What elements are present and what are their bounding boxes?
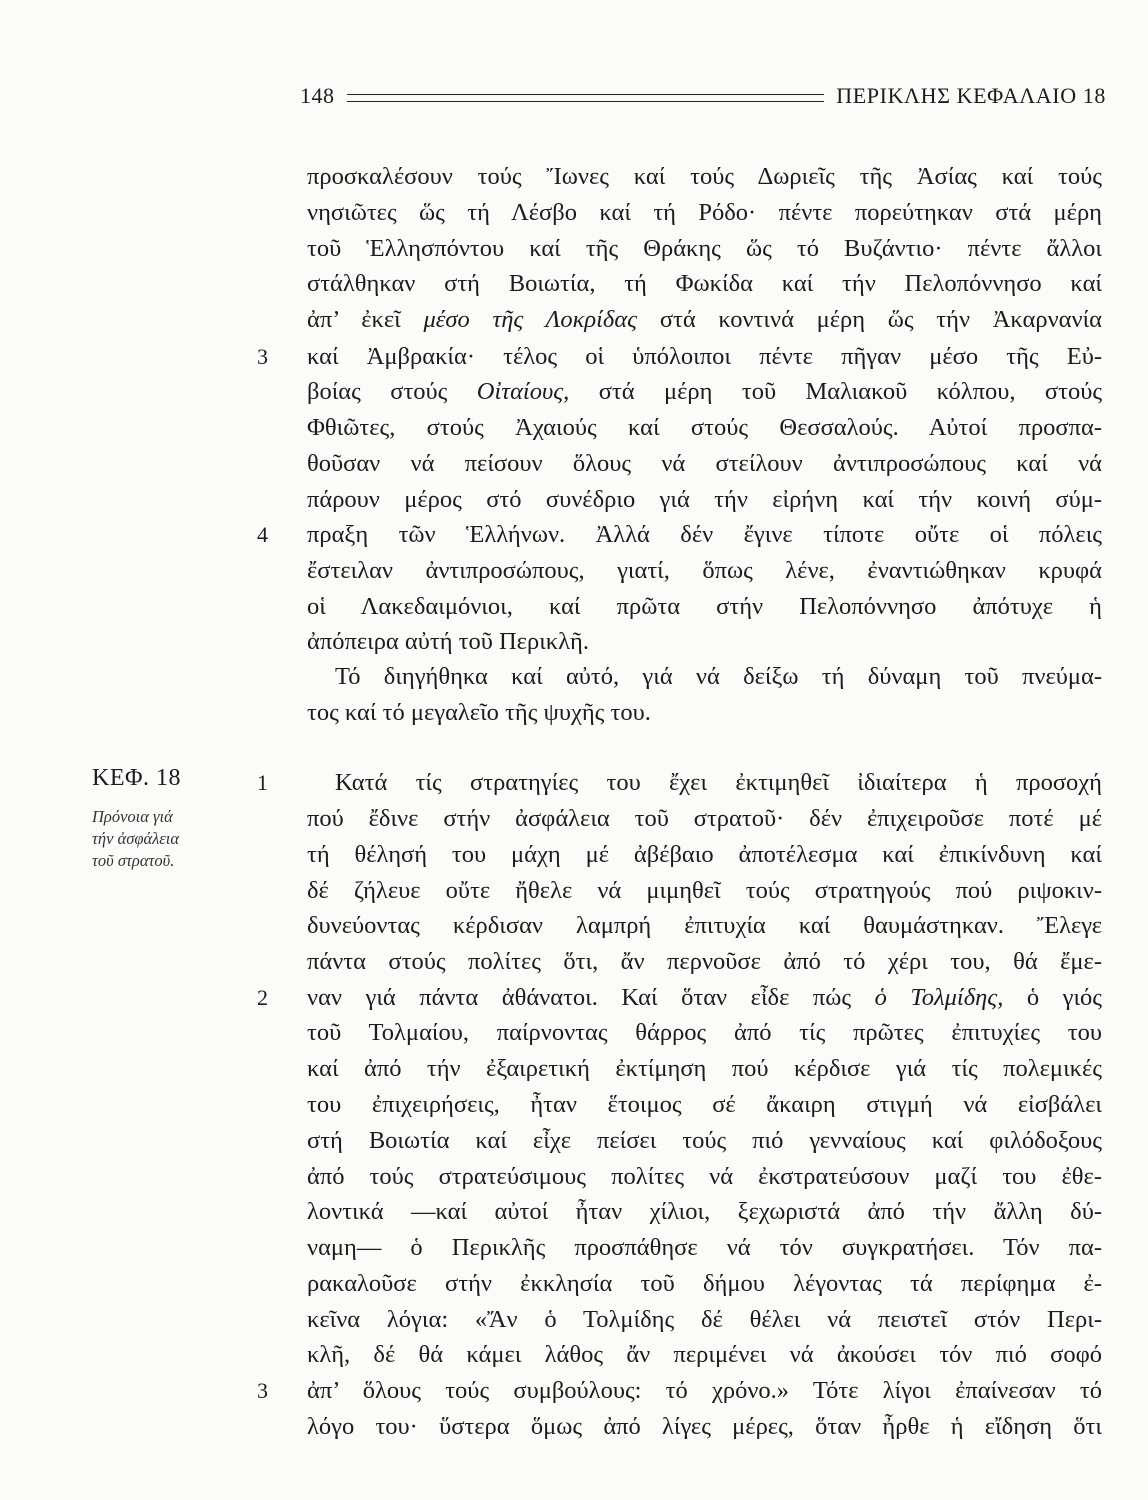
text-line: προσκαλέσουν τούς Ἴωνες καί τούς Δωριεῖς τῆς Ἀσίας καί τούς bbox=[307, 163, 1102, 190]
text-line: λοντικά —καί αὐτοί ἦταν χίλιοι, ξεχωριστά ἀπό τήν ἄλλη δύ- bbox=[307, 1198, 1102, 1225]
text-fragment: βοίας στούς bbox=[307, 378, 448, 405]
text-line: Κατά τίς στρατηγίες του ἔχει ἐκτιμηθεῖ ἰδιαίτερα ἡ προσοχή bbox=[335, 769, 1102, 796]
text-line: δυνεύοντας κέρδισαν λαμπρή ἐπιτυχία καί θαυμάστηκαν. Ἔλεγε bbox=[307, 912, 1102, 939]
text-line: ἀπό τούς στρατεύσιμους πολίτες νά ἐκστρατεύσουν μαζί του ἐθε- bbox=[307, 1163, 1102, 1190]
header-double-rule bbox=[347, 94, 825, 102]
text-line: κεῖνα λόγια: «Ἄν ὁ Τολμίδης δέ θέλει νά πειστεῖ στόν Περι- bbox=[307, 1306, 1102, 1333]
text-line: ἀπ’ ὅλους τούς συμβούλους: τό χρόνο.» Τότε λίγοι ἐπαίνεσαν τό bbox=[307, 1377, 1102, 1404]
text-line: θοῦσαν νά πείσουν ὅλους νά στείλουν ἀντιπροσώπους καί νά bbox=[307, 450, 1102, 477]
text-line: Τό διηγήθηκα καί αὐτό, γιά νά δείξω τή δύναμη τοῦ πνεύμα- bbox=[335, 663, 1102, 690]
sidenote-line: τοῦ στρατοῦ. bbox=[92, 851, 175, 870]
text-line: κλῆ, δέ θά κάμει λάθος ἄν περιμένει νά ἀκούσει τόν πιό σοφό bbox=[307, 1341, 1102, 1368]
chapter-label: ΚΕΦ. 18 bbox=[92, 765, 182, 791]
text-line: νησιῶτες ὥς τή Λέσβο καί τή Ρόδο· πέντε πορεύτηκαν στά μέρη bbox=[307, 199, 1102, 226]
italic-place-name: μέσο τῆς Λοκρίδας bbox=[423, 306, 638, 333]
text-line: λόγο του· ὕστερα ὅμως ἀπό λίγες μέρες, ὅταν ἦρθε ἡ εἴδηση ὅτι bbox=[307, 1413, 1102, 1440]
text-line: πάντα στούς πολίτες ὅτι, ἄν περνοῦσε ἀπό τό χέρι του, θά ἔμε- bbox=[307, 948, 1102, 975]
text-line: τή θέλησή του μάχη μέ ἀβέβαιο ἀποτέλεσμα καί ἐπικίνδυνη καί bbox=[307, 841, 1102, 868]
section-number: 3 bbox=[257, 1378, 268, 1403]
text-line: καί ἀπό τήν ἐξαιρετική ἐκτίμηση πού κέρδισε γιά τίς πολεμικές bbox=[307, 1055, 1102, 1082]
text-line: του ἐπιχειρήσεις, ἦταν ἕτοιμος σέ ἄκαιρη στιγμή νά εἰσβάλει bbox=[307, 1091, 1102, 1118]
text-line: δέ ζήλευε οὔτε ἤθελε νά μιμηθεῖ τούς στρατηγούς πού ριψοκιν- bbox=[307, 877, 1102, 904]
section-number: 4 bbox=[257, 522, 268, 547]
sidenote-line: τήν ἀσφάλεια bbox=[92, 829, 180, 848]
text-line: στάλθηκαν στή Βοιωτία, τή Φωκίδα καί τήν Πελοπόννησο καί bbox=[307, 270, 1102, 297]
running-header bbox=[300, 76, 1106, 116]
section-number: 2 bbox=[257, 985, 268, 1010]
text-line: ἔστειλαν ἀντιπροσώπους, γιατί, ὅπως λένε, ἐναντιώθηκαν κρυφά bbox=[307, 557, 1102, 584]
italic-person-name: ὁ Τολμίδης, bbox=[874, 984, 1004, 1011]
text-fragment: ὁ γιός bbox=[1026, 984, 1102, 1011]
sidenote-line: Πρόνοια γιά bbox=[92, 807, 173, 826]
text-line: στή Βοιωτία καί εἶχε πείσει τούς πιό γενναίους καί φιλόδοξους bbox=[307, 1127, 1102, 1154]
italic-place-name: Οἰταίους, bbox=[476, 378, 570, 405]
text-line: καί Ἀμβρακία· τέλος οἱ ὑπόλοιποι πέντε πῆγαν μέσο τῆς Εὐ- bbox=[307, 343, 1102, 370]
section-number: 1 bbox=[257, 770, 268, 795]
text-line: πάρουν μέρος στό συνέδριο γιά τήν εἰρήνη καί τήν κοινή σύμ- bbox=[307, 486, 1102, 513]
page-number: 148 bbox=[300, 83, 335, 108]
text-line bbox=[307, 376, 1102, 408]
text-line: ναμη— ὁ Περικλῆς προσπάθησε νά τόν συγκρατήσει. Τόν πα- bbox=[307, 1234, 1102, 1261]
text-line: Φθιῶτες, στούς Ἀχαιούς καί στούς Θεσσαλούς. Αὐτοί προσπα- bbox=[307, 414, 1102, 441]
chapter-sidenote bbox=[92, 806, 179, 872]
text-line: τοῦ Ἑλλησπόντου καί τῆς Θράκης ὥς τό Βυζάντιο· πέντε ἄλλοι bbox=[307, 235, 1102, 262]
text-fragment: στά μέρη τοῦ Μαλιακοῦ κόλπου, στούς bbox=[598, 378, 1103, 405]
running-title: ΠΕΡΙΚΛΗΣ ΚΕΦΑΛΑΙΟ 18 bbox=[836, 83, 1106, 108]
text-line: τοῦ Τολμαίου, παίρνοντας θάρρος ἀπό τίς πρῶτες ἐπιτυχίες του bbox=[307, 1019, 1102, 1046]
text-fragment: ναν γιά πάντα ἀθάνατοι. Καί ὅταν εἶδε πώς bbox=[307, 984, 852, 1011]
text-fragment: ἀπ’ ἐκεῖ bbox=[307, 306, 401, 333]
text-line: οἱ Λακεδαιμόνιοι, καί πρῶτα στήν Πελοπόννησο ἀπότυχε ἡ bbox=[307, 593, 1102, 620]
section-number: 3 bbox=[257, 344, 268, 369]
text-fragment: στά κοντινά μέρη ὥς τήν Ἀκαρνανία bbox=[659, 306, 1103, 333]
text-line bbox=[307, 982, 1102, 1014]
text-line: πραξη τῶν Ἑλλήνων. Ἀλλά δέν ἔγινε τίποτε οὔτε οἱ πόλεις bbox=[307, 521, 1102, 548]
text-line: πού ἔδινε στήν ἀσφάλεια τοῦ στρατοῦ· δέν ἐπιχειροῦσε ποτέ μέ bbox=[307, 805, 1102, 832]
text-line: ἀπόπειρα αὐτή τοῦ Περικλῆ. bbox=[307, 628, 589, 655]
text-line: ρακαλοῦσε στήν ἐκκλησία τοῦ δήμου λέγοντας τά περίφημα ἐ- bbox=[307, 1270, 1102, 1297]
text-line bbox=[307, 304, 1102, 336]
text-line: τος καί τό μεγαλεῖο τῆς ψυχῆς του. bbox=[307, 699, 651, 726]
